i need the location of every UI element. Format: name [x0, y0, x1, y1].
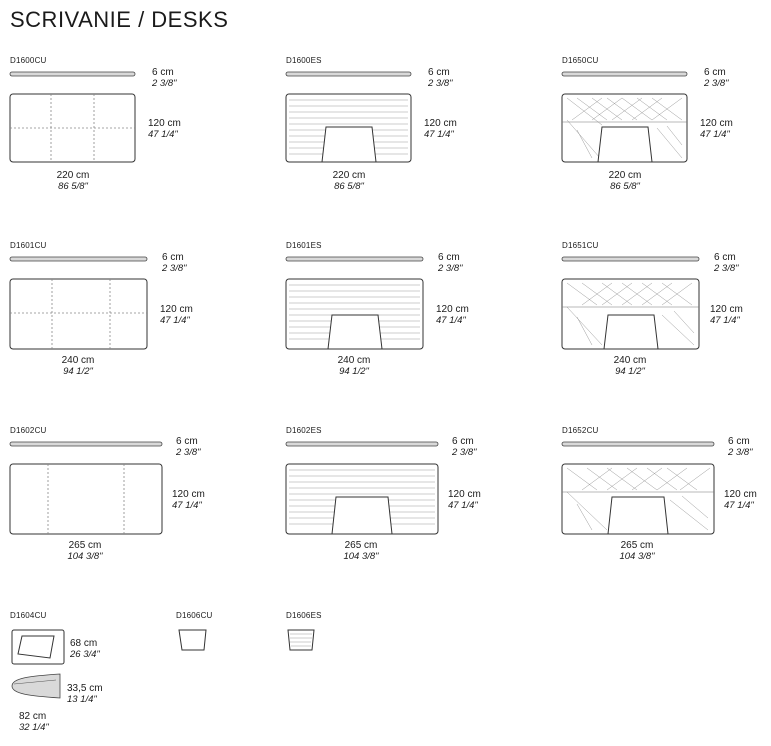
desk-drawing-d1650cu — [562, 70, 692, 170]
desk-drawing-d1602cu — [10, 440, 170, 540]
desk-drawing-d1600cu — [10, 70, 140, 170]
desk-drawing-d1600es — [286, 70, 416, 170]
thickness-label: 6 cm 2 3/8" — [152, 67, 177, 89]
width-label: 220 cm 86 5/8" — [332, 170, 366, 192]
depth-label: 120 cm 47 1/4" — [724, 489, 757, 511]
depth-label: 120 cm 47 1/4" — [148, 118, 181, 140]
thickness-label: 6 cm 2 3/8" — [428, 67, 453, 89]
desk-code: D1606CU — [176, 611, 213, 620]
width-label: 220 cm 86 5/8" — [56, 170, 90, 192]
desk-drawing-d1601es — [286, 255, 436, 355]
depth-label: 120 cm 47 1/4" — [424, 118, 457, 140]
desk-drawing-d1651cu — [562, 255, 712, 355]
width-label: 220 cm 86 5/8" — [608, 170, 642, 192]
thickness-label: 6 cm 2 3/8" — [704, 67, 729, 89]
desk-code: D1606ES — [286, 611, 322, 620]
depth-label: 120 cm 47 1/4" — [436, 304, 469, 326]
desk-drawing-d1601cu — [10, 255, 160, 355]
width-label: 82 cm 32 1/4" — [19, 711, 49, 733]
drawing-d1606cu — [176, 628, 216, 658]
page-title: SCRIVANIE / DESKS — [10, 7, 229, 32]
depth-label: 120 cm 47 1/4" — [448, 489, 481, 511]
width-label: 240 cm 94 1/2" — [613, 355, 647, 377]
width-label: 265 cm 104 3/8" — [619, 540, 655, 562]
depth-label: 120 cm 47 1/4" — [160, 304, 193, 326]
depth-label: 120 cm 47 1/4" — [700, 118, 733, 140]
desk-code: D1651CU — [562, 241, 599, 250]
thickness-label: 6 cm 2 3/8" — [728, 436, 753, 458]
drawing-d1606es — [286, 628, 326, 658]
desk-code: D1650CU — [562, 56, 599, 65]
width-label: 240 cm 94 1/2" — [337, 355, 371, 377]
desk-code: D1604CU — [10, 611, 47, 620]
thickness-label: 6 cm 2 3/8" — [452, 436, 477, 458]
desk-code: D1602ES — [286, 426, 322, 435]
thickness-label: 6 cm 2 3/8" — [162, 252, 187, 274]
desk-code: D1652CU — [562, 426, 599, 435]
thickness-label: 6 cm 2 3/8" — [176, 436, 201, 458]
desk-code: D1601CU — [10, 241, 47, 250]
desk-drawing-d1602es — [286, 440, 446, 540]
depth-label: 120 cm 47 1/4" — [172, 489, 205, 511]
height-label: 33,5 cm 13 1/4" — [67, 683, 103, 705]
desk-code: D1600CU — [10, 56, 47, 65]
width-label: 240 cm 94 1/2" — [61, 355, 95, 377]
desk-code: D1601ES — [286, 241, 322, 250]
desk-code: D1600ES — [286, 56, 322, 65]
width-label: 265 cm 104 3/8" — [67, 540, 103, 562]
depth-label: 68 cm 26 3/4" — [70, 638, 100, 660]
desk-code: D1602CU — [10, 426, 47, 435]
thickness-label: 6 cm 2 3/8" — [438, 252, 463, 274]
thickness-label: 6 cm 2 3/8" — [714, 252, 739, 274]
width-label: 265 cm 104 3/8" — [343, 540, 379, 562]
drawing-d1604cu — [10, 628, 70, 718]
desk-drawing-d1652cu — [562, 440, 722, 540]
depth-label: 120 cm 47 1/4" — [710, 304, 743, 326]
